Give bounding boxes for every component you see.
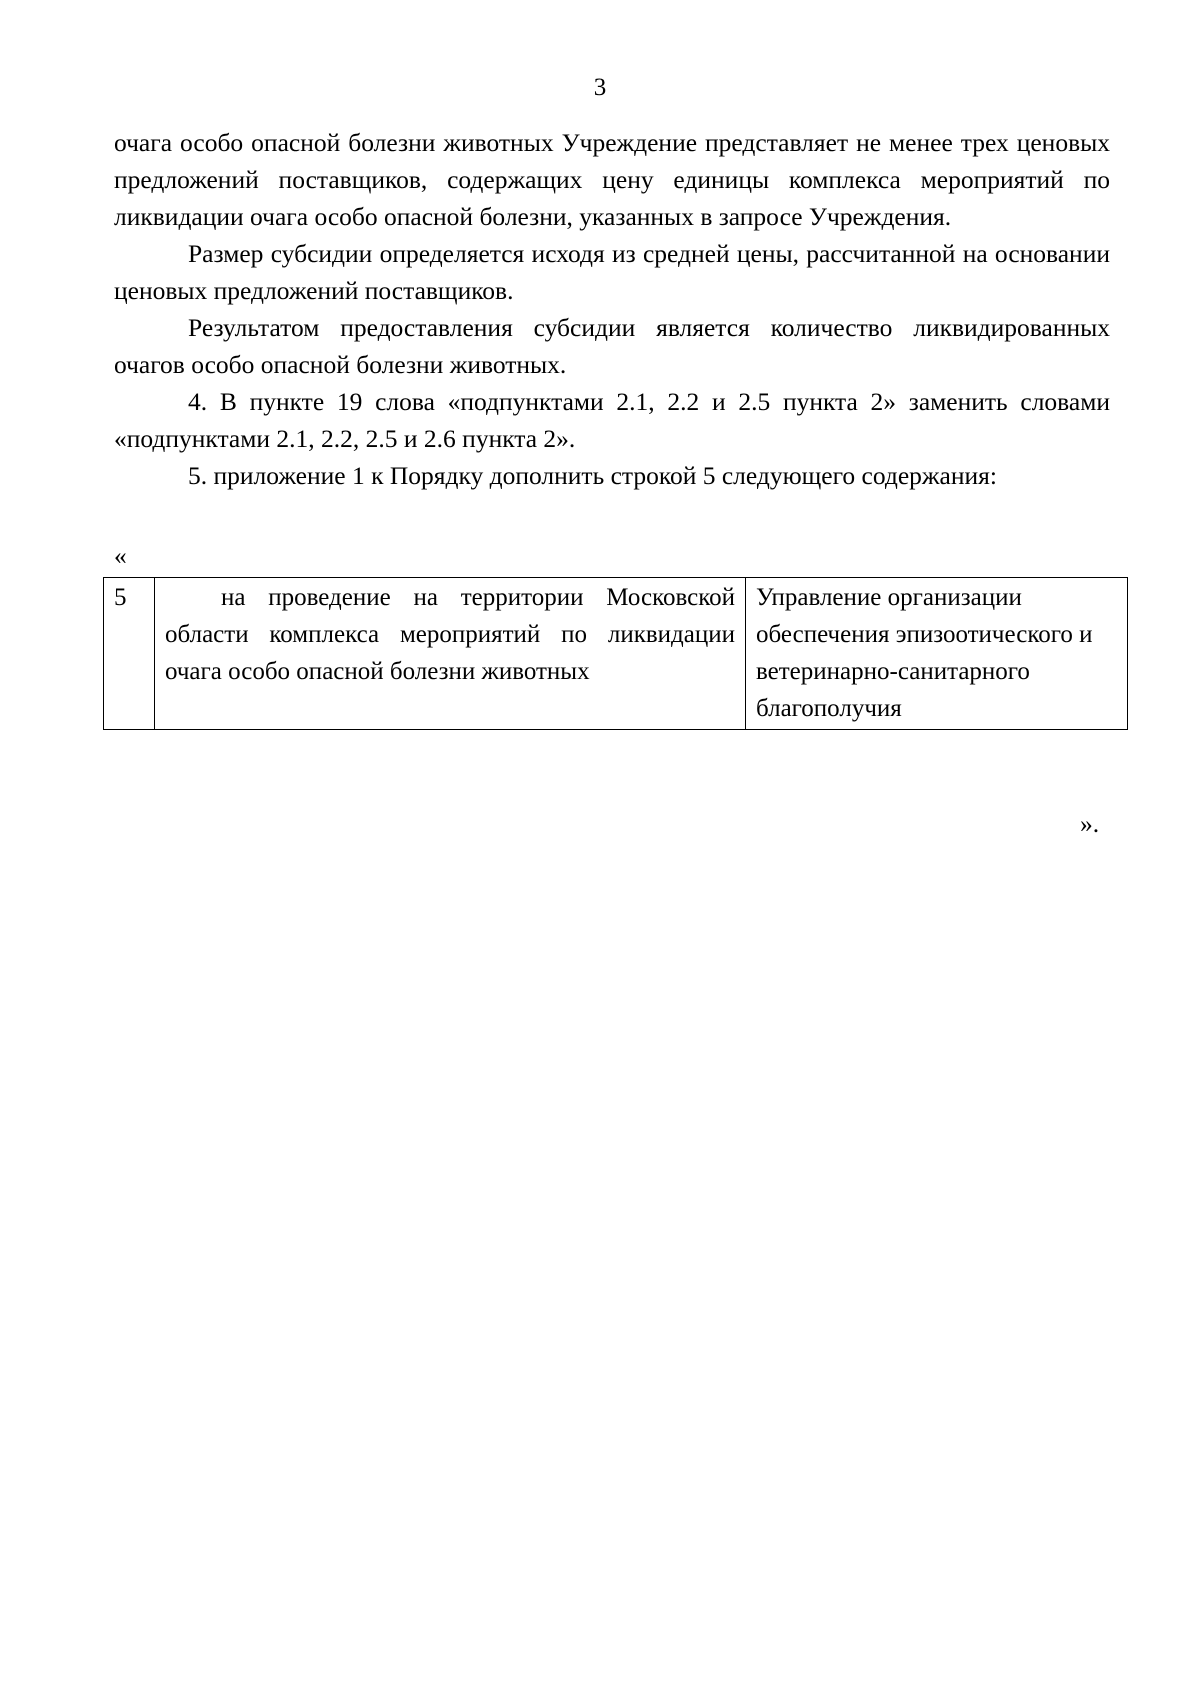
- table-row: [104, 578, 1128, 730]
- page-number: 3: [593, 74, 607, 101]
- row-description-cell: [155, 578, 746, 730]
- document-body: [114, 124, 1110, 494]
- opening-quote: «: [114, 541, 127, 570]
- paragraph-subsidy-size: Размер субсидии определяется исходя из средней цены, рассчитанной на основании ценовых предложений поставщиков.: [114, 239, 1110, 305]
- paragraph-subsidy-result: Результатом предоставления субсидии является количество ликвидированных очагов особо опасной болезни животных.: [114, 313, 1110, 379]
- paragraph-item-4: 4. В пункте 19 слова «подпунктами 2.1, 2.2 и 2.5 пункта 2» заменить словами «подпунктами 2.1, 2.2, 2.5 и 2.6 пункта 2».: [114, 387, 1110, 453]
- row-number-cell: 5: [104, 578, 155, 730]
- paragraph-item-5: 5. приложение 1 к Порядку дополнить строкой 5 следующего содержания:: [188, 461, 997, 490]
- row-department-cell: Управление организации обеспечения эпизоотического и ветеринарно-санитарного благополучия: [746, 578, 1128, 730]
- paragraph-continuation: очага особо опасной болезни животных Учреждение представляет не менее трех ценовых предложений поставщиков, содержащих цену единицы комплекса мероприятий по ликвидации очага особо опасной болезни, указанных в запросе Учреждения.: [114, 128, 1110, 231]
- amendment-table: [103, 577, 1128, 730]
- row-description-text: на проведение на территории Московской области комплекса мероприятий по ликвидации очага особо опасной болезни животных: [165, 584, 735, 685]
- closing-quote: ».: [1080, 809, 1100, 838]
